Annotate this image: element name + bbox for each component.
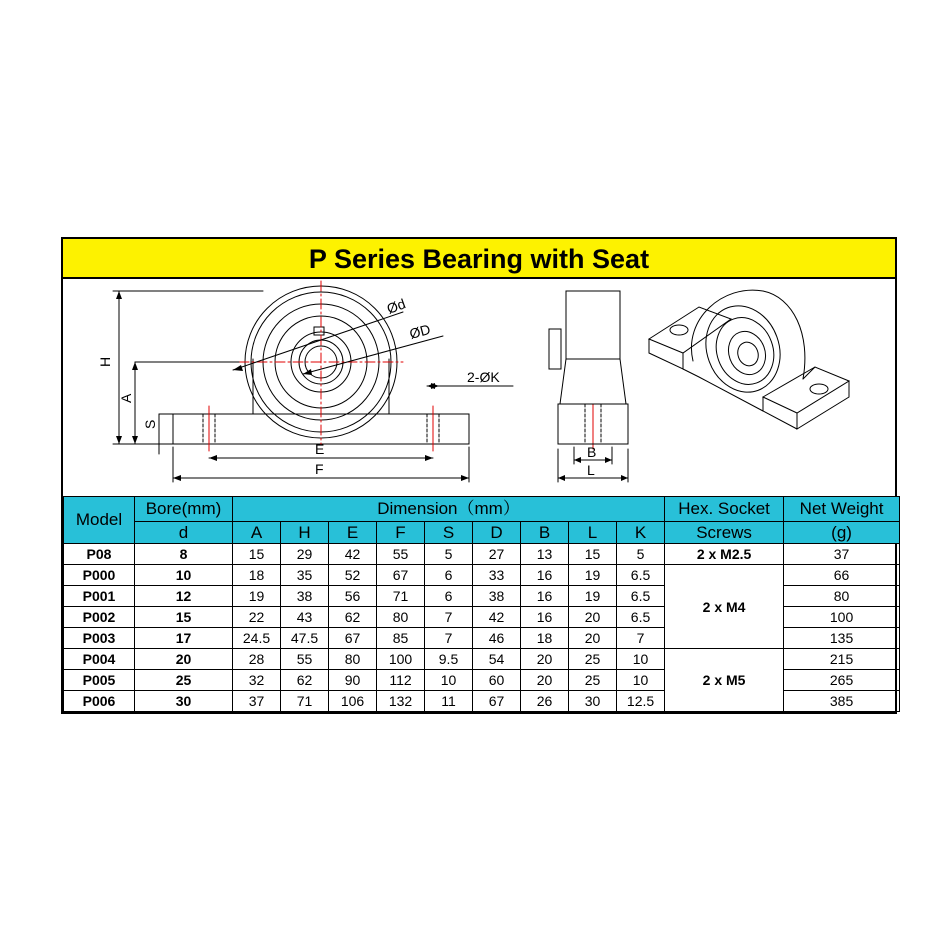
cell-F: 112 — [377, 670, 425, 691]
table-row — [64, 544, 900, 565]
cell-K: 7 — [617, 628, 665, 649]
cell-L: 25 — [569, 649, 617, 670]
header-dim-S: S — [425, 522, 473, 544]
cell-screws: 2 x M2.5 — [665, 544, 784, 565]
cell-model: P002 — [64, 607, 135, 628]
cell-S: 11 — [425, 691, 473, 712]
cell-bore: 8 — [135, 544, 233, 565]
table-row — [64, 565, 900, 586]
cell-A: 15 — [233, 544, 281, 565]
cell-bore: 15 — [135, 607, 233, 628]
label-S: S — [142, 419, 158, 429]
header-bore-sub: d — [135, 522, 233, 544]
cell-E: 42 — [329, 544, 377, 565]
cell-F: 85 — [377, 628, 425, 649]
header-dimension: Dimension（mm） — [233, 497, 665, 522]
cell-H: 47.5 — [281, 628, 329, 649]
header-dim-E: E — [329, 522, 377, 544]
cell-D: 60 — [473, 670, 521, 691]
header-screws-sub: Screws — [665, 522, 784, 544]
cell-L: 19 — [569, 586, 617, 607]
cell-K: 5 — [617, 544, 665, 565]
isometric-view — [649, 290, 849, 429]
cell-A: 37 — [233, 691, 281, 712]
cell-F: 80 — [377, 607, 425, 628]
cell-D: 67 — [473, 691, 521, 712]
cell-model: P001 — [64, 586, 135, 607]
cell-B: 20 — [521, 649, 569, 670]
header-dim-D: D — [473, 522, 521, 544]
spec-sheet — [61, 237, 897, 714]
cell-E: 56 — [329, 586, 377, 607]
cell-A: 22 — [233, 607, 281, 628]
cell-bore: 20 — [135, 649, 233, 670]
label-K: 2-ØK — [467, 369, 500, 385]
header-weight: Net Weight — [784, 497, 900, 522]
cell-L: 19 — [569, 565, 617, 586]
drawing-svg — [63, 279, 895, 496]
cell-E: 90 — [329, 670, 377, 691]
cell-weight: 100 — [784, 607, 900, 628]
label-H: H — [97, 356, 113, 367]
cell-B: 16 — [521, 607, 569, 628]
cell-K: 6.5 — [617, 586, 665, 607]
cell-K: 10 — [617, 670, 665, 691]
cell-S: 9.5 — [425, 649, 473, 670]
side-labels — [587, 444, 596, 478]
cell-model: P08 — [64, 544, 135, 565]
cell-H: 29 — [281, 544, 329, 565]
cell-weight: 37 — [784, 544, 900, 565]
cell-F: 67 — [377, 565, 425, 586]
cell-S: 7 — [425, 628, 473, 649]
cell-E: 52 — [329, 565, 377, 586]
cell-bore: 12 — [135, 586, 233, 607]
arrowheads — [116, 291, 469, 481]
header-weight-sub: (g) — [784, 522, 900, 544]
cell-H: 35 — [281, 565, 329, 586]
cell-F: 100 — [377, 649, 425, 670]
cell-screws: 2 x M4 — [665, 565, 784, 649]
technical-drawing — [63, 279, 895, 496]
cell-A: 19 — [233, 586, 281, 607]
label-F: F — [315, 461, 324, 477]
header-dim-B: B — [521, 522, 569, 544]
label-E: E — [315, 441, 325, 457]
label-L: L — [587, 462, 595, 478]
cell-H: 43 — [281, 607, 329, 628]
cell-F: 71 — [377, 586, 425, 607]
table-row — [64, 649, 900, 670]
cell-weight: 385 — [784, 691, 900, 712]
cell-S: 7 — [425, 607, 473, 628]
cell-E: 80 — [329, 649, 377, 670]
cell-D: 38 — [473, 586, 521, 607]
cell-H: 71 — [281, 691, 329, 712]
label-B: B — [587, 444, 597, 460]
cell-S: 6 — [425, 586, 473, 607]
cell-E: 106 — [329, 691, 377, 712]
header-dim-H: H — [281, 522, 329, 544]
cell-weight: 80 — [784, 586, 900, 607]
cell-S: 6 — [425, 565, 473, 586]
cell-D: 27 — [473, 544, 521, 565]
cell-screws: 2 x M5 — [665, 649, 784, 712]
cell-bore: 25 — [135, 670, 233, 691]
label-A: A — [118, 393, 134, 403]
cell-model: P000 — [64, 565, 135, 586]
cell-model: P006 — [64, 691, 135, 712]
cell-L: 15 — [569, 544, 617, 565]
label-d: Ød — [384, 295, 408, 317]
cell-bore: 17 — [135, 628, 233, 649]
dimension-lines — [113, 291, 513, 482]
sheet-title: P Series Bearing with Seat — [63, 239, 895, 279]
cell-weight: 66 — [784, 565, 900, 586]
cell-E: 67 — [329, 628, 377, 649]
cell-L: 20 — [569, 628, 617, 649]
cell-H: 38 — [281, 586, 329, 607]
cell-L: 30 — [569, 691, 617, 712]
cell-H: 55 — [281, 649, 329, 670]
cell-H: 62 — [281, 670, 329, 691]
cell-L: 25 — [569, 670, 617, 691]
cell-A: 18 — [233, 565, 281, 586]
cell-D: 42 — [473, 607, 521, 628]
cell-B: 20 — [521, 670, 569, 691]
cell-A: 28 — [233, 649, 281, 670]
header-bore: Bore(mm) — [135, 497, 233, 522]
cell-K: 12.5 — [617, 691, 665, 712]
cell-L: 20 — [569, 607, 617, 628]
cell-E: 62 — [329, 607, 377, 628]
cell-weight: 135 — [784, 628, 900, 649]
cell-model: P003 — [64, 628, 135, 649]
cell-B: 16 — [521, 565, 569, 586]
cell-B: 13 — [521, 544, 569, 565]
cell-D: 46 — [473, 628, 521, 649]
cell-K: 10 — [617, 649, 665, 670]
cell-K: 6.5 — [617, 607, 665, 628]
cell-weight: 265 — [784, 670, 900, 691]
header-screws: Hex. Socket — [665, 497, 784, 522]
cell-bore: 30 — [135, 691, 233, 712]
cell-D: 54 — [473, 649, 521, 670]
header-model: Model — [64, 497, 135, 544]
cell-S: 5 — [425, 544, 473, 565]
cell-B: 26 — [521, 691, 569, 712]
cell-K: 6.5 — [617, 565, 665, 586]
cell-S: 10 — [425, 670, 473, 691]
header-dim-L: L — [569, 522, 617, 544]
cell-bore: 10 — [135, 565, 233, 586]
cell-B: 16 — [521, 586, 569, 607]
cell-D: 33 — [473, 565, 521, 586]
header-dim-K: K — [617, 522, 665, 544]
cell-B: 18 — [521, 628, 569, 649]
cell-weight: 215 — [784, 649, 900, 670]
label-D: ØD — [407, 321, 433, 342]
spec-table — [63, 496, 900, 712]
cell-A: 32 — [233, 670, 281, 691]
cell-F: 132 — [377, 691, 425, 712]
cell-A: 24.5 — [233, 628, 281, 649]
header-dim-F: F — [377, 522, 425, 544]
header-dim-A: A — [233, 522, 281, 544]
cell-model: P004 — [64, 649, 135, 670]
cell-model: P005 — [64, 670, 135, 691]
cell-F: 55 — [377, 544, 425, 565]
